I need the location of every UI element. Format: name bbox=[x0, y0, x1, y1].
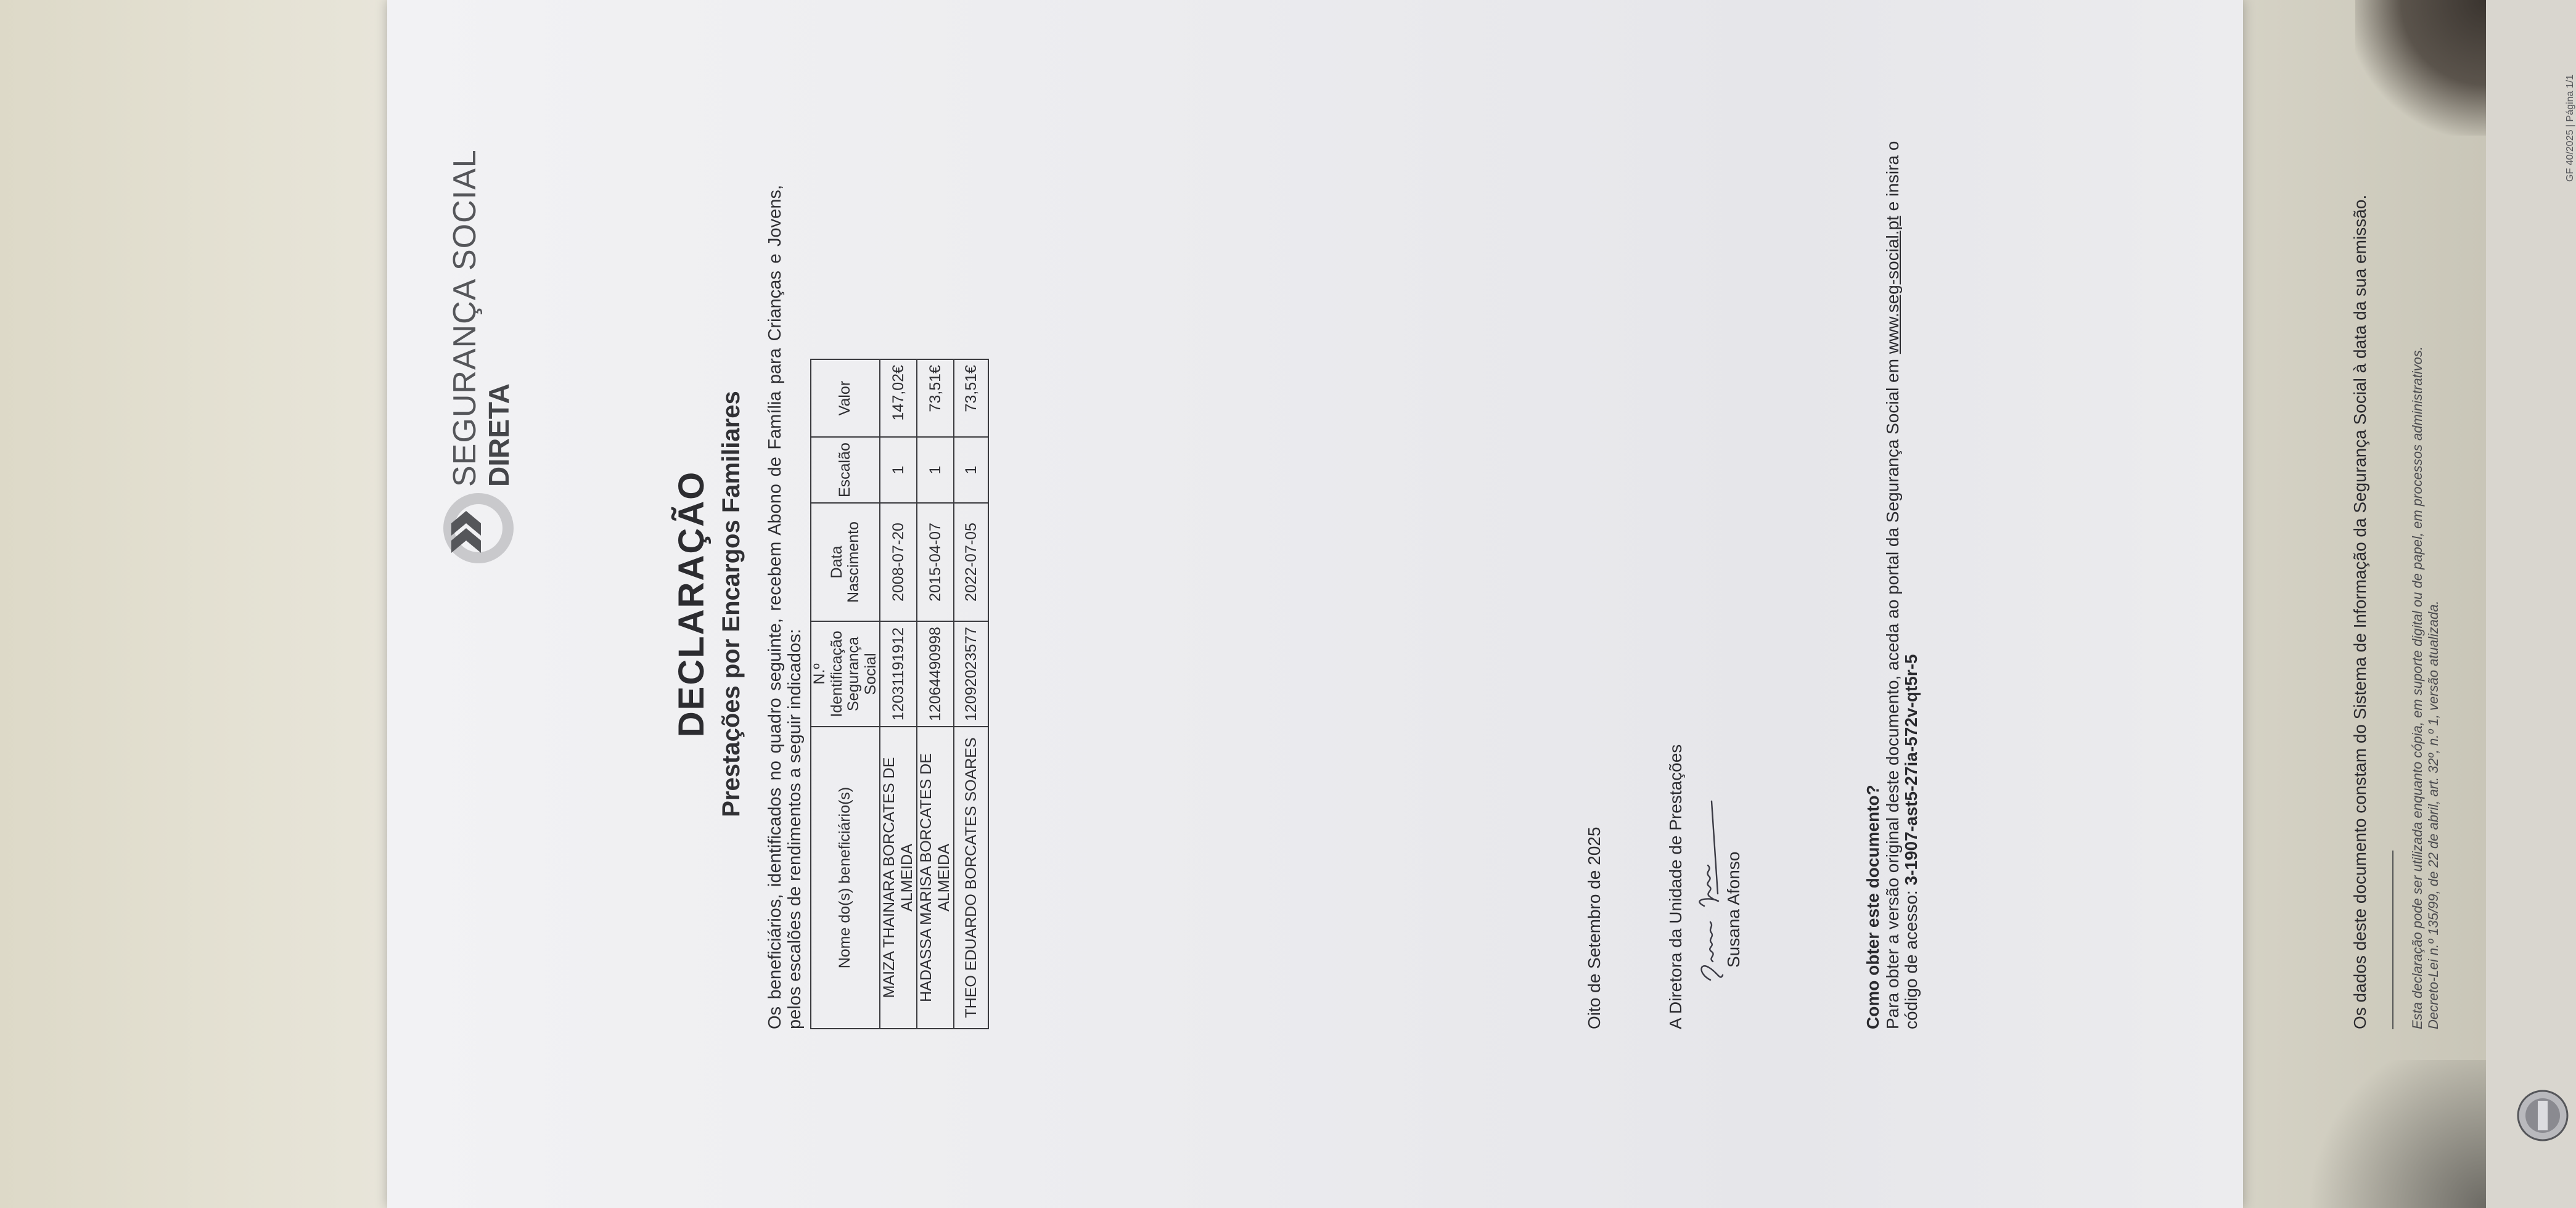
seguranca-social-logo bbox=[443, 149, 515, 564]
seguranca-social-logo-icon bbox=[443, 496, 511, 564]
background-shadow-lower bbox=[2281, 1060, 2486, 1208]
table-cell: 2015-04-07 bbox=[917, 503, 954, 621]
page-footer-reference: GF 40/2025 | Página 1/1 bbox=[2565, 74, 2575, 182]
table-row bbox=[880, 359, 917, 1029]
access-code-label: código de acesso: bbox=[1901, 885, 1921, 1029]
how-to-heading: Como obter este documento? bbox=[1863, 785, 1882, 1029]
how-to-text: Para obter a versão original deste documento, aceda ao portal da Segurança Social em bbox=[1883, 354, 1902, 1029]
portal-link[interactable]: www.seg-social.pt bbox=[1883, 216, 1902, 354]
table-header-cell: Valor bbox=[811, 359, 880, 437]
table-cell: 12064490998 bbox=[917, 621, 954, 727]
table-cell: 1 bbox=[954, 437, 988, 503]
table-header-row bbox=[811, 359, 880, 1029]
table-cell: 2022-07-05 bbox=[954, 503, 988, 621]
table-header-cell: Escalão bbox=[811, 437, 880, 503]
table-cell: THEO EDUARDO BORCATES SOARES bbox=[954, 727, 988, 1029]
table-cell: 1 bbox=[880, 437, 917, 503]
logo-text-line1: SEGURANÇA SOCIAL bbox=[447, 149, 483, 487]
table-cell: HADASSA MARISA BORCATES DE ALMEIDA bbox=[917, 727, 954, 1029]
table-row bbox=[917, 359, 954, 1029]
table-cell: MAIZA THAINARA BORCATES DE ALMEIDA bbox=[880, 727, 917, 1029]
access-code-line bbox=[1901, 654, 1921, 1029]
how-to-text-end: e insira o bbox=[1883, 141, 1902, 216]
legal-note-1: Esta declaração pode ser utilizada enquanto cópia, em suporte digital ou de papel, em processos administrativos. bbox=[2410, 346, 2425, 1029]
beneficiaries-table bbox=[810, 359, 989, 1029]
table-header-cell: Data Nascimento bbox=[811, 503, 880, 621]
certification-seal bbox=[2513, 1079, 2572, 1153]
table-cell: 73,51€ bbox=[954, 359, 988, 437]
data-source-note: Os dados deste documento constam do Sistema de Informação da Segurança Social à data da sua emissão. bbox=[2350, 194, 2369, 1029]
signatory-name: Susana Afonso bbox=[1724, 851, 1743, 968]
table-cell: 1 bbox=[917, 437, 954, 503]
divider bbox=[2392, 851, 2393, 1029]
document-title: DECLARAÇÃO bbox=[671, 470, 712, 738]
table-cell: 12031191912 bbox=[880, 621, 917, 727]
table-cell: 12092023577 bbox=[954, 621, 988, 727]
signatory-role: A Diretora da Unidade de Prestações bbox=[1666, 744, 1685, 1029]
table-header-cell: Nome do(s) beneficiário(s) bbox=[811, 727, 880, 1029]
how-to-instructions bbox=[1883, 141, 1903, 1029]
table-row bbox=[954, 359, 988, 1029]
issue-date: Oito de Setembro de 2025 bbox=[1585, 826, 1604, 1029]
table-header-cell: N.º Identificação Segurança Social bbox=[811, 621, 880, 727]
background-shadow bbox=[2355, 0, 2486, 136]
handwritten-signature bbox=[1686, 801, 1729, 986]
table-cell: 147,02€ bbox=[880, 359, 917, 437]
intro-paragraph: Os beneficiários, identificados no quadro seguinte, recebem Abono de Família para Crianças e Jovens, pelos escalões de rendimentos a seguir indicados: bbox=[765, 185, 805, 1029]
document-subtitle: Prestações por Encargos Familiares bbox=[718, 391, 745, 817]
document-sheet bbox=[387, 0, 2575, 1208]
background-surface-left bbox=[0, 0, 395, 1208]
access-code: 3-1907-ast5-27ia-572v-qt5r-5 bbox=[1901, 654, 1921, 886]
logo-text-line2: DIRETA bbox=[483, 383, 515, 487]
table-cell: 2008-07-20 bbox=[880, 503, 917, 621]
legal-note-2: Decreto-Lei n.º 135/99, de 22 de abril, art. 32º, n.º 1, versão atualizada. bbox=[2426, 600, 2441, 1029]
table-cell: 73,51€ bbox=[917, 359, 954, 437]
document-page bbox=[387, 0, 2575, 1208]
